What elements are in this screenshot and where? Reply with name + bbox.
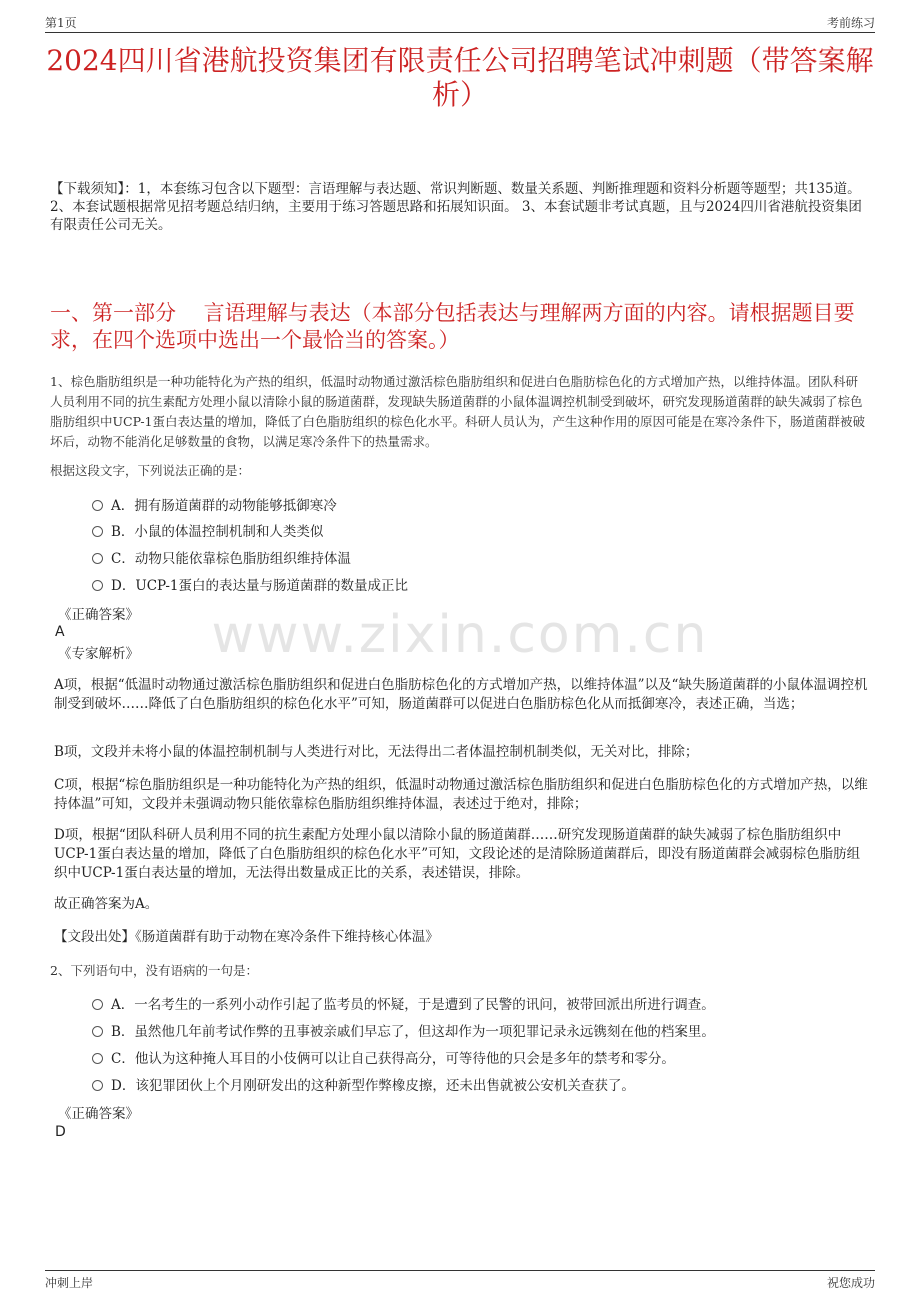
section-title: 一、第一部分 言语理解与表达（本部分包括表达与理解两方面的内容。请根据题目要求，在四个选项中选出一个最恰当的答案。） bbox=[50, 301, 855, 352]
q1-option-b[interactable] bbox=[92, 523, 323, 541]
q2-option-a[interactable] bbox=[92, 996, 715, 1014]
option-label: A．拥有肠道菌群的动物能够抵御寒冷 bbox=[111, 498, 337, 514]
q2-option-d[interactable] bbox=[92, 1077, 635, 1095]
option-label: B．虽然他几年前考试作弊的丑事被亲戚们早忘了，但这却作为一项犯罪记录永远镌刻在他的档案里。 bbox=[111, 1024, 715, 1040]
q2-answer-label: 《正确答案》 bbox=[58, 1106, 139, 1122]
q1-analysis-b: B项，文段并未将小鼠的体温控制机制与人类进行对比，无法得出二者体温控制机制类似，无关对比，排除； bbox=[54, 744, 699, 760]
document-title: 2024四川省港航投资集团有限责任公司招聘笔试冲刺题（带答案解析） bbox=[46, 44, 874, 111]
footer-left: 冲刺上岸 bbox=[45, 1276, 94, 1290]
q1-prompt: 根据这段文字，下列说法正确的是： bbox=[50, 463, 251, 478]
q1-analysis-label: 《专家解析》 bbox=[58, 646, 139, 662]
radio-icon[interactable] bbox=[92, 580, 103, 591]
page-number: 第1页 bbox=[45, 16, 77, 30]
watermark: www.zixin.com.cn bbox=[211, 605, 709, 665]
q1-answer-label: 《正确答案》 bbox=[58, 607, 139, 623]
page-footer bbox=[45, 1270, 875, 1295]
q1-answer: A bbox=[55, 624, 65, 640]
footer-right: 祝您成功 bbox=[826, 1276, 875, 1290]
download-notice: 【下载须知】：1，本套练习包含以下题型：言语理解与表达题、常识判断题、数量关系题、判断推理题和资料分析题等题型；共135道。 2、本套试题根据常见招考题总结归纳，主要用于练习答题思路和拓展知识面。 3、本套试题非考试真题，且与2024四川省港航投资集团有限责任公司无关。 bbox=[50, 181, 862, 233]
q2-option-c[interactable] bbox=[92, 1050, 675, 1068]
radio-icon[interactable] bbox=[92, 1080, 103, 1091]
q1-option-c[interactable] bbox=[92, 550, 351, 568]
option-label: D．UCP-1蛋白的表达量与肠道菌群的数量成正比 bbox=[111, 578, 409, 594]
header-tag: 考前练习 bbox=[826, 16, 875, 30]
q2-option-b[interactable] bbox=[92, 1023, 715, 1041]
q1-analysis-d: D项，根据“团队科研人员利用不同的抗生素配方处理小鼠以清除小鼠的肠道菌群……研究发现肠道菌群的缺失减弱了棕色脂肪组织中UCP-1蛋白表达量的增加，降低了白色脂肪组织的棕色化水平”可知，文段论述的是清除肠道菌群后，即没有肠道菌群会减弱棕色脂肪组织中UCP-1蛋白表达量的增加，无法得出数量成正比的关系，表述错误，排除。 bbox=[54, 827, 861, 881]
q1-conclusion: 故正确答案为A。 bbox=[54, 896, 159, 912]
q2-stem: 2、下列语句中，没有语病的一句是： bbox=[50, 963, 258, 978]
radio-icon[interactable] bbox=[92, 1026, 103, 1037]
page-header bbox=[45, 12, 875, 33]
q2-answer: D bbox=[55, 1124, 66, 1140]
option-label: D．该犯罪团伙上个月刚研发出的这种新型作弊橡皮擦，还未出售就被公安机关查获了。 bbox=[111, 1078, 635, 1094]
radio-icon[interactable] bbox=[92, 999, 103, 1010]
radio-icon[interactable] bbox=[92, 553, 103, 564]
q1-option-a[interactable] bbox=[92, 497, 337, 515]
option-label: B．小鼠的体温控制机制和人类类似 bbox=[111, 524, 324, 540]
radio-icon[interactable] bbox=[92, 1053, 103, 1064]
q1-option-d[interactable] bbox=[92, 577, 408, 595]
q1-stem: 1、棕色脂肪组织是一种功能特化为产热的组织，低温时动物通过激活棕色脂肪组织和促进白色脂肪棕色化的方式增加产热，以维持体温。团队科研人员利用不同的抗生素配方处理小鼠以清除小鼠的肠道菌群，发现缺失肠道菌群的小鼠体温调控机制受到破坏，研究发现肠道菌群的缺失减弱了棕色脂肪组织中UCP-1蛋白表达量的增加，降低了白色脂肪组织的棕色化水平。科研人员认为，产生这种作用的原因可能是在寒冷条件下，肠道菌群被破坏后，动物不能消化足够数量的食物，以满足寒冷条件下的热量需求。 bbox=[50, 374, 866, 449]
option-label: C．他认为这种掩人耳目的小伎俩可以让自己获得高分，可等待他的只会是多年的禁考和零分。 bbox=[111, 1051, 675, 1067]
option-label: A．一名考生的一系列小动作引起了监考员的怀疑，于是遭到了民警的讯问，被带回派出所进行调查。 bbox=[111, 997, 715, 1013]
q1-source: 【文段出处】《肠道菌群有助于动物在寒冷条件下维持核心体温》 bbox=[54, 929, 439, 945]
option-label: C．动物只能依靠棕色脂肪组织维持体温 bbox=[111, 551, 351, 567]
q1-analysis-c: C项，根据“棕色脂肪组织是一种功能特化为产热的组织，低温时动物通过激活棕色脂肪组织和促进白色脂肪棕色化的方式增加产热，以维持体温”可知，文段并未强调动物只能依靠棕色脂肪组织维持体温，表述过于绝对，排除； bbox=[54, 777, 868, 812]
radio-icon[interactable] bbox=[92, 526, 103, 537]
radio-icon[interactable] bbox=[92, 500, 103, 511]
q1-analysis-a: A项，根据“低温时动物通过激活棕色脂肪组织和促进白色脂肪棕色化的方式增加产热，以维持体温”以及“缺失肠道菌群的小鼠体温调控机制受到破坏……降低了白色脂肪组织的棕色化水平”可知，肠道菌群可以促进白色脂肪棕色化从而抵御寒冷，表述正确，当选； bbox=[54, 677, 868, 712]
